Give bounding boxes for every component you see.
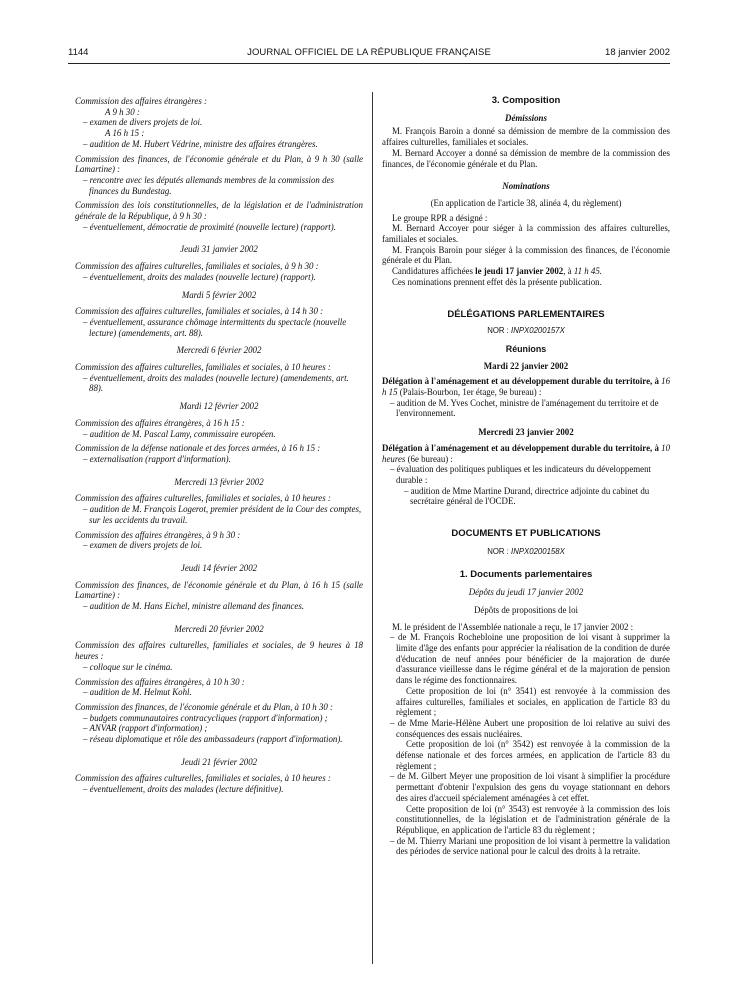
subsection-depots: Dépôts de propositions de loi xyxy=(473,604,579,615)
paragraph: M. le président de l'Assemblée nationale a reçu, le 17 janvier 2002 : xyxy=(392,621,634,632)
commission-heading: Commission des affaires étrangères, à 16 h 15 : xyxy=(75,417,245,428)
agenda-item: – audition de M. Helmut Kohl. xyxy=(83,687,192,698)
subsection-documents-parlementaires: 1. Documents parlementaires xyxy=(459,568,593,580)
commission-heading: Commission de la défense nationale et des forces armées, à 16 h 15 : xyxy=(75,443,321,454)
agenda-item: – colloque sur le cinéma. xyxy=(83,661,173,672)
subsection-reunions: Réunions xyxy=(505,343,547,354)
subsection-nominations: Nominations xyxy=(502,181,550,192)
paragraph: Cette proposition de loi (n° 3543) est renvoyée à la commission des lois constitutionnelles, de la législation et de l'administration générale de la République, en application de l'article 83 du règlement ; xyxy=(396,803,670,835)
left-column xyxy=(75,96,363,795)
paragraph: (En application de l'article 38, alinéa 4, du règlement) xyxy=(430,197,622,208)
agenda-item: – externalisation (rapport d'information). xyxy=(83,453,231,464)
agenda-item: – de M. Gilbert Meyer une proposition de loi visant à simplifier la procédure permettant d'obtenir l'expulsion des gens du voyage stationnant en dehors des aires d'accueil spécialement aménagées à cet effet. xyxy=(390,771,670,803)
section-title-delegations: DÉLÉGATIONS PARLEMENTAIRES xyxy=(447,308,605,320)
commission-heading: Commission des finances, de l'économie générale et du Plan, à 16 h 15 (salle Lamartine) : xyxy=(75,579,363,601)
date-heading: Mercredi 23 janvier 2002 xyxy=(478,427,574,438)
agenda-item: – éventuellement, droits des malades (lecture définitive). xyxy=(83,784,284,795)
page-header xyxy=(68,47,670,61)
date-heading: Jeudi 31 janvier 2002 xyxy=(180,244,258,255)
agenda-item: – examen de divers projets de loi. xyxy=(83,540,203,551)
paragraph: Cette proposition de loi (n° 3541) est renvoyée à la commission des affaires culturelles, familiales et sociales, en application de l'article 83 du règlement ; xyxy=(396,685,670,718)
date-heading: Mercredi 13 février 2002 xyxy=(174,476,264,487)
agenda-item: – éventuellement, droits des malades (nouvelle lecture) (amendements, art. 88). xyxy=(83,372,349,394)
commission-heading: Commission des affaires étrangères : xyxy=(75,96,207,106)
delegation-heading: Délégation à l'aménagement et au développement durable du territoire, à 16 h 15 (Palais-Bourbon, 1er étage, 9e bureau) : xyxy=(382,376,670,398)
nor-reference: NOR : INPX0200157X xyxy=(487,326,565,336)
commission-heading: Commission des lois constitutionnelles, de la législation et de l'administration générale de la République, à 9 h 30 : xyxy=(75,200,363,222)
paragraph: M. François Baroin pour siéger à la commission des finances, de l'économie générale et du Plan. xyxy=(382,244,670,266)
paragraph: Ces nominations prennent effet dès la présente publication. xyxy=(392,276,602,287)
nor-reference: NOR : INPX0200158X xyxy=(487,546,565,556)
agenda-item: – audition de M. Hans Eichel, ministre allemand des finances. xyxy=(83,601,305,612)
paragraph: M. Bernard Accoyer a donné sa démission de membre de la commission des finances, de l'économie générale et du Plan. xyxy=(382,147,670,169)
commission-heading: Commission des affaires étrangères, à 10 h 30 : xyxy=(75,676,245,687)
paragraph: Le groupe RPR a désigné : xyxy=(392,212,488,223)
date-heading: Mercredi 20 février 2002 xyxy=(174,623,264,634)
delegation-heading: Délégation à l'aménagement et au développement durable du territoire, à 10 heures (6e bureau) : xyxy=(382,442,670,464)
agenda-item: – éventuellement, droits des malades (nouvelle lecture) (rapport). xyxy=(83,271,316,282)
paragraph: Candidatures affichées le jeudi 17 janvier 2002, à 11 h 45. xyxy=(392,266,603,277)
subsection-demissions: Démissions xyxy=(505,112,547,123)
commission-heading: Commission des affaires culturelles, familiales et sociales, à 10 heures : xyxy=(75,362,331,373)
agenda-item: – audition de M. Yves Cochet, ministre de l'aménagement du territoire et de l'environnement. xyxy=(390,397,659,419)
paragraph: Cette proposition de loi (n° 3542) est renvoyée à la commission de la défense nationale et des forces armées, en application de l'article 83 du règlement ; xyxy=(396,739,670,771)
commission-heading: Commission des finances, de l'économie générale et du Plan, à 9 h 30 (salle Lamartine) : xyxy=(75,153,363,175)
commission-heading: Commission des affaires culturelles, familiales et sociales, de 9 heures à 18 heures : xyxy=(75,640,363,662)
agenda-item: – de M. Thierry Mariani une proposition de loi visant à permettre la validation des périodes de service national pour le calcul des droits à la retraite. xyxy=(390,835,670,857)
agenda-item: – éventuellement, assurance chômage intermittents du spectacle (nouvelle lecture) (amendements, art. 88). xyxy=(83,316,347,338)
issue-date: 18 janvier 2002 xyxy=(605,47,670,58)
date-heading: Jeudi 14 février 2002 xyxy=(180,562,258,573)
agenda-item: – rencontre avec les députés allemands membres de la commission des finances du Bundestag. xyxy=(83,174,334,196)
agenda-item: – réseau diplomatique et rôle des ambassadeurs (rapport d'information). xyxy=(83,734,343,745)
agenda-item: – de M. François Rochebloine une proposition de loi visant à supprimer la limite d'âge des enfants pour apprécier la réalisation de la condition de durée d'éducation de neuf années pour bénéficier de la majoration de durée d'assurance vieillesse dans le régime général et de la majoration de pension dans le régime des fonctionnaires. xyxy=(390,632,670,686)
agenda-item: – audition de M. François Logerot, premier président de la Cour des comptes, sur les accidents du travail. xyxy=(83,504,362,525)
agenda-item: – examen de divers projets de loi. xyxy=(83,117,203,128)
page-number: 1144 xyxy=(68,47,89,58)
agenda-item: – évaluation des politiques publiques et les indicateurs du développement durable : xyxy=(390,464,652,485)
header-rule xyxy=(68,63,670,64)
agenda-item: – de Mme Marie-Hélène Aubert une proposition de loi relative au suivi des conséquences des essais nucléaires. xyxy=(390,717,670,739)
date-heading: Mardi 12 février 2002 xyxy=(179,401,259,412)
date-heading: Dépôts du jeudi 17 janvier 2002 xyxy=(468,587,584,598)
date-heading: Mercredi 6 février 2002 xyxy=(176,345,262,356)
time-label: A 9 h 30 : xyxy=(105,106,140,117)
agenda-item: – éventuellement, démocratie de proximité (nouvelle lecture) (rapport). xyxy=(83,221,336,232)
date-heading: Jeudi 21 février 2002 xyxy=(180,756,258,767)
commission-heading: Commission des affaires culturelles, familiales et sociales, à 14 h 30 : xyxy=(75,306,324,317)
agenda-item: – audition de M. Hubert Védrine, ministre des affaires étrangères. xyxy=(83,138,318,149)
right-column xyxy=(382,96,670,857)
column-divider xyxy=(372,92,373,964)
date-heading: Mardi 22 janvier 2002 xyxy=(483,360,569,371)
paragraph: M. Bernard Accoyer pour siéger à la commission des affaires culturelles, familiales et sociales. xyxy=(382,223,670,245)
time-label: A 16 h 15 : xyxy=(105,128,145,139)
commission-heading: Commission des finances, de l'économie générale et du Plan, à 10 h 30 : xyxy=(75,701,333,712)
date-heading: Mardi 5 février 2002 xyxy=(181,289,257,300)
agenda-item: – budgets communautaires contracycliques (rapport d'information) ; xyxy=(83,712,328,723)
section-title-documents: DOCUMENTS ET PUBLICATIONS xyxy=(451,528,601,540)
journal-title: JOURNAL OFFICIEL DE LA RÉPUBLIQUE FRANÇAISE xyxy=(247,47,491,58)
commission-heading: Commission des affaires culturelles, familiales et sociales, à 10 heures : xyxy=(75,773,331,784)
agenda-item: – ANVAR (rapport d'information) ; xyxy=(83,723,208,734)
paragraph: M. François Baroin a donné sa démission de membre de la commission des affaires culturelles, familiales et sociales. xyxy=(382,126,670,148)
agenda-item: – audition de Mme Martine Durand, directrice adjointe du cabinet du secrétaire général de l'OCDE. xyxy=(404,485,650,507)
section-title-composition: 3. Composition xyxy=(491,95,561,106)
agenda-item: – audition de M. Pascal Lamy, commissaire européen. xyxy=(83,428,276,439)
commission-heading: Commission des affaires culturelles, familiales et sociales, à 10 heures : xyxy=(75,493,331,504)
commission-heading: Commission des affaires étrangères, à 9 h 30 : xyxy=(75,529,241,540)
commission-heading: Commission des affaires culturelles, familiales et sociales, à 9 h 30 : xyxy=(75,261,319,272)
